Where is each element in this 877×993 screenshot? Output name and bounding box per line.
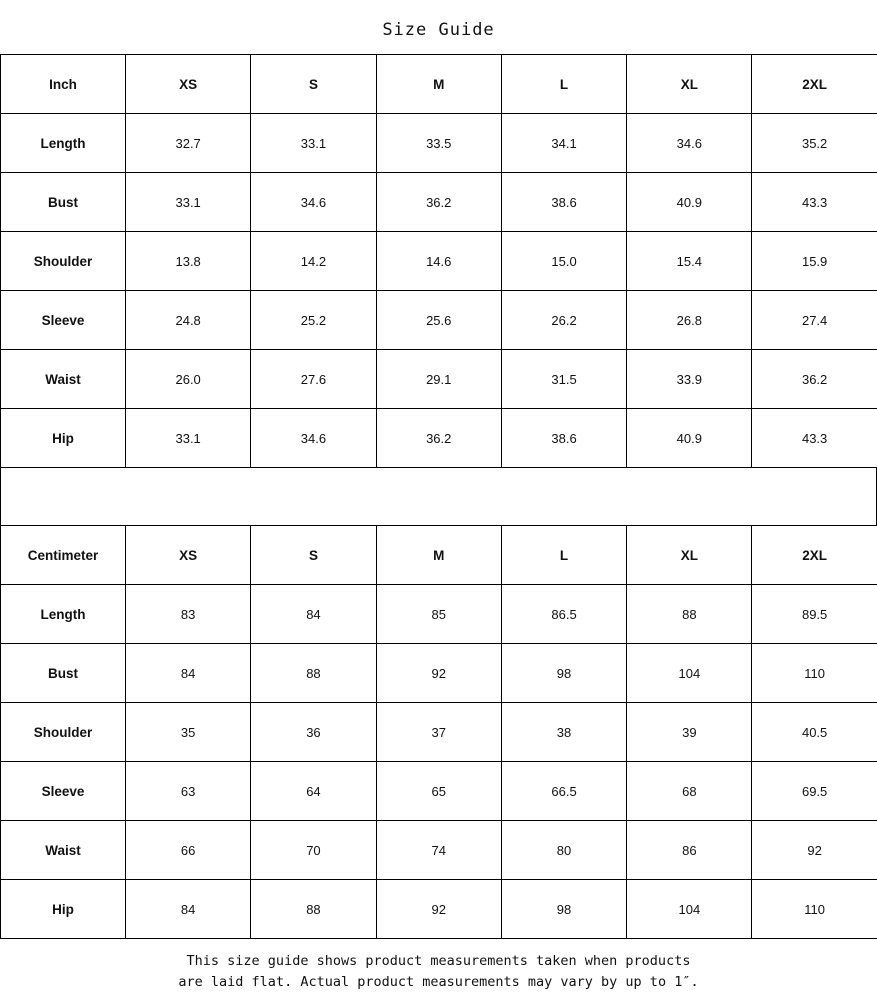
table-row: [1, 114, 877, 173]
unit-label-inch: Inch: [1, 55, 126, 114]
cell-hip-xl: 40.9: [627, 409, 752, 468]
cell-hip-xs: 84: [126, 880, 251, 939]
cell-sleeve-2xl: 69.5: [752, 762, 877, 821]
cell-hip-xl: 104: [627, 880, 752, 939]
row-label-bust: Bust: [1, 173, 126, 232]
cell-shoulder-2xl: 15.9: [752, 232, 877, 291]
column-header-s: S: [251, 526, 376, 585]
cell-sleeve-xs: 63: [126, 762, 251, 821]
cell-length-xs: 32.7: [126, 114, 251, 173]
cell-waist-m: 74: [376, 821, 501, 880]
cell-length-xl: 34.6: [627, 114, 752, 173]
cell-hip-l: 38.6: [501, 409, 626, 468]
cell-sleeve-l: 26.2: [501, 291, 626, 350]
column-header-l: L: [501, 526, 626, 585]
page-title: Size Guide: [0, 0, 877, 54]
cell-waist-xl: 86: [627, 821, 752, 880]
table-divider-spacer: [0, 468, 877, 525]
cell-bust-m: 92: [376, 644, 501, 703]
cell-length-l: 86.5: [501, 585, 626, 644]
row-label-bust: Bust: [1, 644, 126, 703]
cell-bust-l: 38.6: [501, 173, 626, 232]
row-label-waist: Waist: [1, 350, 126, 409]
cell-length-l: 34.1: [501, 114, 626, 173]
cell-shoulder-xl: 39: [627, 703, 752, 762]
cell-sleeve-xl: 68: [627, 762, 752, 821]
cell-waist-s: 70: [251, 821, 376, 880]
cell-hip-l: 98: [501, 880, 626, 939]
cell-bust-2xl: 110: [752, 644, 877, 703]
cell-waist-s: 27.6: [251, 350, 376, 409]
unit-label-centimeter: Centimeter: [1, 526, 126, 585]
cell-bust-xs: 33.1: [126, 173, 251, 232]
cell-shoulder-m: 14.6: [376, 232, 501, 291]
row-label-shoulder: Shoulder: [1, 703, 126, 762]
row-label-shoulder: Shoulder: [1, 232, 126, 291]
inch-size-table: [0, 54, 877, 468]
cell-length-2xl: 89.5: [752, 585, 877, 644]
cell-waist-l: 31.5: [501, 350, 626, 409]
column-header-xs: XS: [126, 526, 251, 585]
cell-shoulder-xs: 13.8: [126, 232, 251, 291]
cell-waist-xl: 33.9: [627, 350, 752, 409]
column-header-xs: XS: [126, 55, 251, 114]
table-row: [1, 173, 877, 232]
cell-sleeve-s: 64: [251, 762, 376, 821]
cell-bust-2xl: 43.3: [752, 173, 877, 232]
cell-bust-xs: 84: [126, 644, 251, 703]
cell-length-m: 85: [376, 585, 501, 644]
table-header-row: [1, 526, 877, 585]
table-header-row: [1, 55, 877, 114]
cell-shoulder-m: 37: [376, 703, 501, 762]
cell-bust-s: 88: [251, 644, 376, 703]
cell-bust-xl: 40.9: [627, 173, 752, 232]
row-label-length: Length: [1, 585, 126, 644]
cell-sleeve-s: 25.2: [251, 291, 376, 350]
table-row: [1, 291, 877, 350]
cell-sleeve-m: 65: [376, 762, 501, 821]
footnote-line-1: This size guide shows product measurements taken when products: [0, 951, 877, 972]
table-row: [1, 644, 877, 703]
cell-waist-l: 80: [501, 821, 626, 880]
column-header-m: M: [376, 55, 501, 114]
cell-shoulder-l: 15.0: [501, 232, 626, 291]
cell-bust-m: 36.2: [376, 173, 501, 232]
cell-hip-m: 92: [376, 880, 501, 939]
table-row: [1, 350, 877, 409]
cell-hip-s: 88: [251, 880, 376, 939]
row-label-hip: Hip: [1, 409, 126, 468]
row-label-waist: Waist: [1, 821, 126, 880]
footnote-line-2: are laid flat. Actual product measurements may vary by up to 1″.: [0, 972, 877, 993]
cell-waist-m: 29.1: [376, 350, 501, 409]
cell-shoulder-s: 36: [251, 703, 376, 762]
row-label-length: Length: [1, 114, 126, 173]
cell-hip-2xl: 43.3: [752, 409, 877, 468]
cell-shoulder-2xl: 40.5: [752, 703, 877, 762]
cell-hip-m: 36.2: [376, 409, 501, 468]
cell-shoulder-s: 14.2: [251, 232, 376, 291]
cell-shoulder-xl: 15.4: [627, 232, 752, 291]
cell-length-s: 84: [251, 585, 376, 644]
cell-length-m: 33.5: [376, 114, 501, 173]
cell-sleeve-xl: 26.8: [627, 291, 752, 350]
row-label-sleeve: Sleeve: [1, 291, 126, 350]
cell-sleeve-m: 25.6: [376, 291, 501, 350]
cell-length-xl: 88: [627, 585, 752, 644]
column-header-2xl: 2XL: [752, 526, 877, 585]
cell-waist-2xl: 92: [752, 821, 877, 880]
cell-hip-s: 34.6: [251, 409, 376, 468]
table-row: [1, 821, 877, 880]
column-header-xl: XL: [627, 526, 752, 585]
column-header-s: S: [251, 55, 376, 114]
column-header-l: L: [501, 55, 626, 114]
table-row: [1, 762, 877, 821]
cell-length-s: 33.1: [251, 114, 376, 173]
cell-bust-l: 98: [501, 644, 626, 703]
row-label-sleeve: Sleeve: [1, 762, 126, 821]
cell-hip-xs: 33.1: [126, 409, 251, 468]
cell-sleeve-l: 66.5: [501, 762, 626, 821]
cell-hip-2xl: 110: [752, 880, 877, 939]
cell-length-2xl: 35.2: [752, 114, 877, 173]
cell-waist-2xl: 36.2: [752, 350, 877, 409]
cell-length-xs: 83: [126, 585, 251, 644]
centimeter-size-table: [0, 525, 877, 939]
table-row: [1, 703, 877, 762]
cell-sleeve-2xl: 27.4: [752, 291, 877, 350]
table-row: [1, 232, 877, 291]
cell-waist-xs: 26.0: [126, 350, 251, 409]
cell-sleeve-xs: 24.8: [126, 291, 251, 350]
cell-shoulder-l: 38: [501, 703, 626, 762]
column-header-xl: XL: [627, 55, 752, 114]
column-header-2xl: 2XL: [752, 55, 877, 114]
table-row: [1, 585, 877, 644]
table-row: [1, 409, 877, 468]
cell-waist-xs: 66: [126, 821, 251, 880]
column-header-m: M: [376, 526, 501, 585]
cell-bust-s: 34.6: [251, 173, 376, 232]
table-row: [1, 880, 877, 939]
row-label-hip: Hip: [1, 880, 126, 939]
cell-bust-xl: 104: [627, 644, 752, 703]
cell-shoulder-xs: 35: [126, 703, 251, 762]
footnote: [0, 939, 877, 993]
